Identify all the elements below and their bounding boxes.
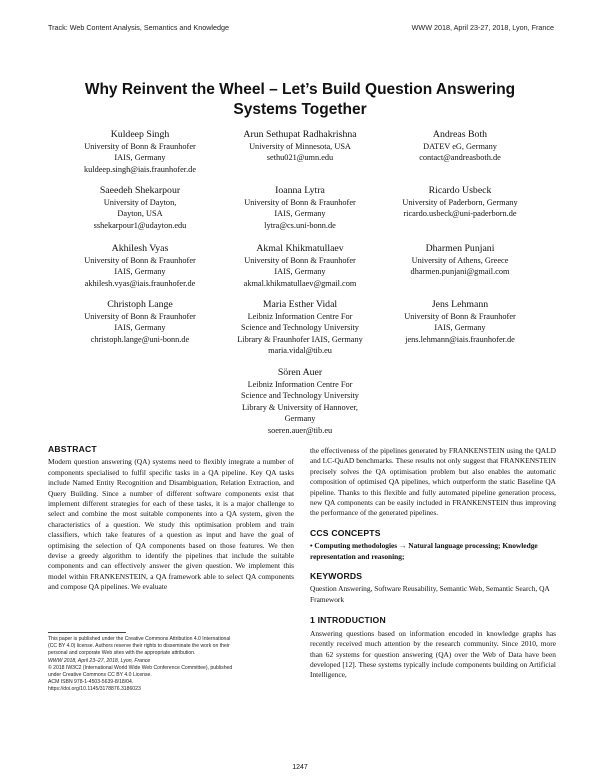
author-affiliation: Science and Technology University bbox=[241, 323, 359, 333]
author-block bbox=[378, 242, 542, 278]
author-name: Saeedeh Shekarpour bbox=[99, 185, 181, 196]
right-column bbox=[310, 446, 556, 681]
author-email: soeren.auer@tib.eu bbox=[267, 425, 333, 435]
author-affiliation: University of Bonn & Fraunhofer bbox=[244, 256, 356, 265]
author-block bbox=[220, 128, 380, 164]
author-block bbox=[378, 128, 542, 164]
author-email: contact@andreasboth.de bbox=[419, 153, 501, 163]
title-line-2: Systems Together bbox=[233, 101, 367, 118]
abstract-heading: ABSTRACT bbox=[48, 444, 97, 454]
footnote-line: WWW 2018, April 23–27, 2018, Lyon, France bbox=[48, 657, 151, 664]
author-affiliation: University of Athens, Greece bbox=[411, 256, 509, 265]
author-affiliation: Library & Fraunhofer IAIS, Germany bbox=[237, 334, 363, 344]
author-block bbox=[212, 298, 388, 357]
footnote-line: personal and corporate Web sites with the appropriate attribution. bbox=[48, 650, 196, 657]
introduction-text: Answering questions based on information encoded in knowledge graphs has recently received much attention by the research community. Since 2010, more than 62 systems for question answering (QA) over the Web of Data have been developed [12]. These systems typically include components building on Artificial Intelligence, bbox=[310, 628, 556, 680]
footnote-rule bbox=[48, 632, 126, 633]
author-affiliation: University of Bonn & Fraunhofer bbox=[84, 312, 196, 321]
author-affiliation: DATEV eG, Germany bbox=[423, 142, 497, 151]
author-block bbox=[378, 184, 542, 220]
author-affiliation: University of Bonn & Fraunhofer bbox=[244, 198, 356, 207]
author-email: jens.lehmann@iais.fraunhofer.de bbox=[405, 334, 515, 344]
author-block bbox=[220, 242, 380, 289]
page-number: 1247 bbox=[292, 764, 308, 771]
author-name: Andreas Both bbox=[432, 129, 488, 140]
author-name: Akmal Khikmatullaev bbox=[256, 243, 344, 254]
author-affiliation: IAIS, Germany bbox=[114, 323, 166, 333]
author-affiliation: University of Paderborn, Germany bbox=[402, 198, 518, 207]
title-line-1: Why Reinvent the Wheel – Let’s Build Question Answering bbox=[84, 81, 516, 98]
author-email: sethu021@umn.edu bbox=[266, 153, 334, 163]
author-email: sshekarpour1@udayton.edu bbox=[93, 220, 187, 230]
ccs-heading: CCS CONCEPTS bbox=[310, 527, 381, 538]
footnote-line: ACM ISBN 978-1-4503-5639-8/18/04. bbox=[48, 679, 134, 686]
author-email: dharmen.punjani@gmail.com bbox=[410, 267, 510, 277]
author-block bbox=[212, 366, 388, 436]
author-affiliation: Leibniz Information Centre For bbox=[247, 380, 353, 389]
running-header bbox=[48, 23, 554, 32]
author-name: Dharmen Punjani bbox=[425, 243, 495, 254]
author-affiliation: IAIS, Germany bbox=[114, 267, 166, 277]
author-block bbox=[378, 298, 542, 345]
author-block bbox=[220, 184, 380, 231]
author-affiliation: IAIS, Germany bbox=[274, 209, 326, 219]
author-affiliation: University of Bonn & Fraunhofer bbox=[404, 312, 516, 321]
keywords-heading: KEYWORDS bbox=[310, 571, 363, 582]
paper-title bbox=[40, 80, 560, 120]
author-email: christoph.lange@uni-bonn.de bbox=[90, 334, 190, 344]
author-affiliation: IAIS, Germany bbox=[114, 153, 166, 163]
author-affiliation: IAIS, Germany bbox=[274, 267, 326, 277]
author-name: Arun Sethupat Radhakrishna bbox=[243, 129, 357, 140]
author-block bbox=[60, 128, 220, 175]
author-name: Ricardo Usbeck bbox=[428, 185, 492, 196]
author-email: akhilesh.vyas@iais.fraunhofer.de bbox=[84, 278, 196, 288]
header-track: Track: Web Content Analysis, Semantics and Knowledge bbox=[48, 23, 229, 32]
keywords-text: Question Answering, Software Reusability, Semantic Web, Semantic Search, QA Framework bbox=[310, 584, 550, 604]
author-name: Kuldeep Singh bbox=[110, 129, 170, 140]
author-email: akmal.khikmatullaev@gmail.com bbox=[243, 278, 357, 288]
author-name: Ioanna Lytra bbox=[275, 185, 325, 196]
author-name: Sören Auer bbox=[277, 367, 323, 378]
author-affiliation: IAIS, Germany bbox=[434, 323, 486, 333]
author-email: kuldeep.singh@iais.fraunhofer.de bbox=[83, 164, 196, 174]
author-email: ricardo.usbeck@uni-paderborn.de bbox=[403, 209, 517, 219]
author-affiliation: University of Dayton, bbox=[103, 198, 177, 207]
ccs-text: • Computing methodologies → Natural language processing; Knowledge representation and reasoning; bbox=[310, 541, 538, 561]
author-block bbox=[60, 184, 220, 231]
author-affiliation: Dayton, USA bbox=[117, 209, 163, 219]
introduction-heading: 1 INTRODUCTION bbox=[310, 615, 386, 626]
author-affiliation: Library & University of Hannover, bbox=[241, 402, 359, 412]
footnote-line: https://doi.org/10.1145/3178876.3186023 bbox=[48, 686, 141, 693]
abstract-continued: the effectiveness of the pipelines generated by FRANKENSTEIN using the QALD and LC-QuAD benchmarks. These results not only suggest that FRANKENSTEIN precisely solves the QA optimisation problem but also enables the automatic composition of optimised QA pipelines, which outperform the static Baseline QA pipeline. Thanks to this flexible and fully automated pipeline generation process, new QA components can be easily included in FRANKENSTEIN thus improving the performance of the generated pipelines. bbox=[310, 446, 556, 518]
author-email: lytra@cs.uni-bonn.de bbox=[264, 220, 336, 230]
author-name: Akhilesh Vyas bbox=[111, 243, 169, 254]
author-name: Maria Esther Vidal bbox=[262, 299, 338, 310]
footnote-line: This paper is published under the Creative Commons Attribution 4.0 International bbox=[48, 636, 231, 642]
author-affiliation: Science and Technology University bbox=[241, 391, 359, 401]
copyright-footnote bbox=[48, 636, 298, 694]
abstract-text: Modern question answering (QA) systems need to flexibly integrate a number of components specialised to fulfil specific tasks in a QA pipeline. Key QA tasks include Named Entity Recognition and Disambiguation, Relation Extraction, and Query Building. Since a number of different software components exist that implement different strategies for each of these tasks, it is a major challenge to select and combine the most suitable components into a QA system, given the characteristics of a question. We study this optimisation problem and train classifiers, which take features of a question as input and have the goal of optimising the selection of QA components based on those features. We then devise a greedy algorithm to identify the pipelines that include the suitable components and can effectively answer the given question. We implement this model within FRANKENSTEIN, a QA framework able to select QA components and compose QA pipelines. We evaluate bbox=[48, 457, 294, 592]
author-affiliation: University of Minnesota, USA bbox=[249, 142, 351, 151]
author-affiliation: University of Bonn & Fraunhofer bbox=[84, 256, 196, 265]
author-block bbox=[60, 242, 220, 289]
author-block bbox=[60, 298, 220, 345]
footnote-line: © 2018 IW3C2 (International World Wide Web Conference Committee), published bbox=[48, 664, 233, 671]
abstract-section bbox=[48, 444, 294, 593]
author-email: maria.vidal@tib.eu bbox=[268, 346, 332, 356]
footnote-line: under Creative Commons CC BY 4.0 License. bbox=[48, 672, 152, 679]
author-name: Christoph Lange bbox=[107, 299, 173, 310]
footnote-line: (CC BY 4.0) license. Authors reserve their rights to disseminate the work on their bbox=[48, 643, 230, 650]
author-affiliation: Leibniz Information Centre For bbox=[247, 312, 353, 321]
author-name: Jens Lehmann bbox=[431, 299, 489, 310]
header-venue: WWW 2018, April 23-27, 2018, Lyon, France bbox=[411, 23, 554, 32]
author-affiliation: Germany bbox=[284, 414, 316, 424]
author-affiliation: University of Bonn & Fraunhofer bbox=[84, 142, 196, 151]
